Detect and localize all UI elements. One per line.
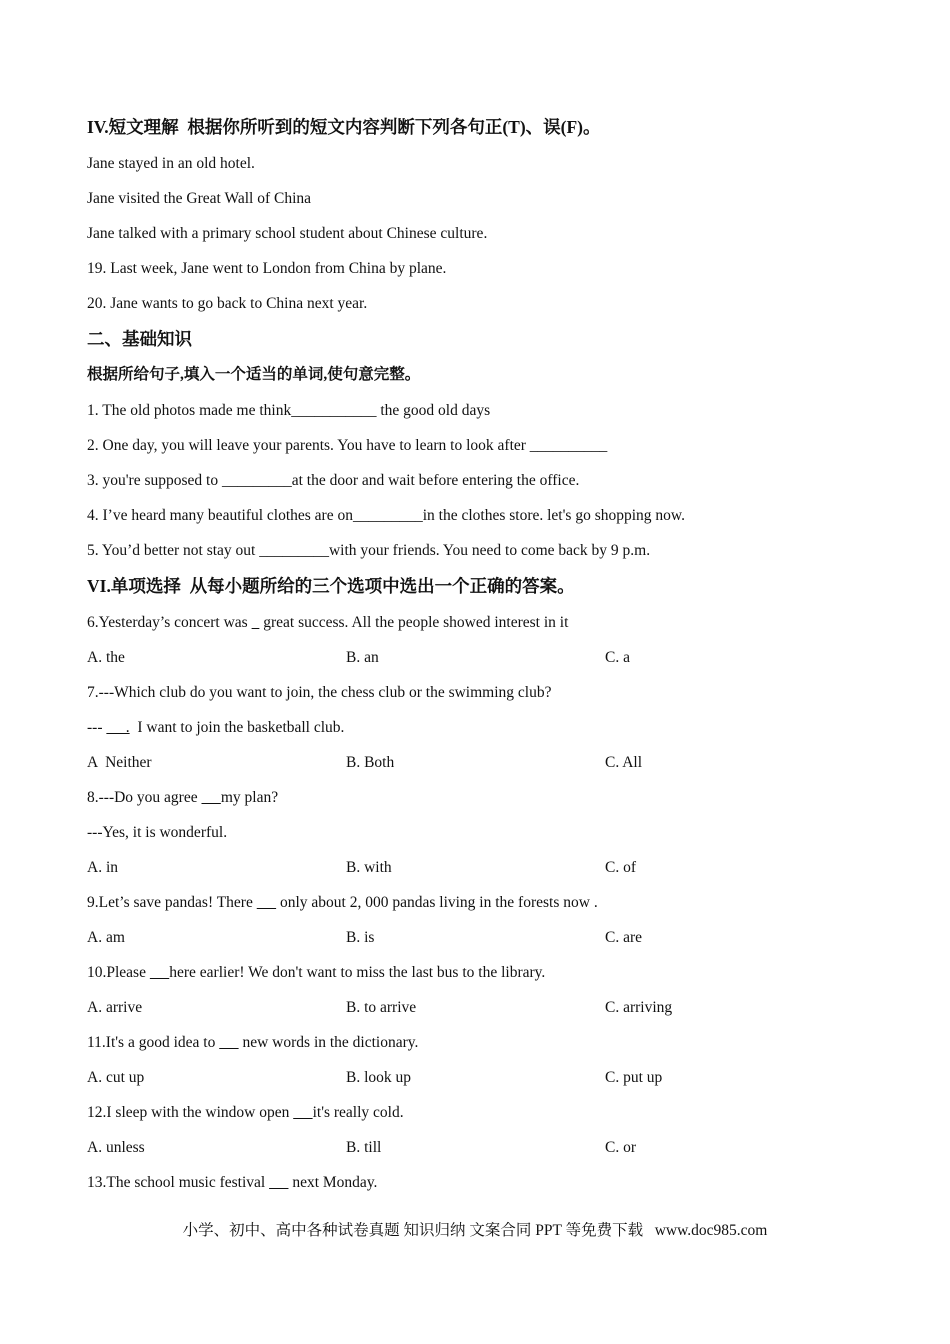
option-b: B. is	[346, 929, 375, 946]
fill-in-item: 2. One day, you will leave your parents. You have to learn to look after __________	[87, 437, 608, 454]
answer-blank	[293, 1104, 312, 1121]
question-12: 12.I sleep with the window open it's really cold.	[87, 1104, 404, 1121]
option-a: A. am	[87, 929, 125, 946]
statement-line: Jane stayed in an old hotel.	[87, 155, 255, 172]
option-c: C. arriving	[605, 999, 673, 1016]
question-6: 6.Yesterday’s concert was great success. All the people showed interest in it	[87, 614, 569, 631]
question-7: 7.---Which club do you want to join, the chess club or the swimming club?	[87, 684, 552, 701]
statement-line: Jane talked with a primary school student about Chinese culture.	[87, 225, 488, 242]
section-6-heading: VI.单项选择 从每小题所给的三个选项中选出一个正确的答案。	[87, 576, 575, 596]
option-a: A Neither	[87, 754, 152, 771]
question-8: 8.---Do you agree my plan?	[87, 789, 279, 806]
option-b: B. Both	[346, 754, 395, 771]
option-b: B. an	[346, 649, 379, 666]
statement-line: 19. Last week, Jane went to London from China by plane.	[87, 260, 447, 277]
question-10: 10.Please here earlier! We don't want to miss the last bus to the library.	[87, 964, 546, 981]
fill-in-item: 3. you're supposed to _________at the door and wait before entering the office.	[87, 472, 580, 489]
statement-line: Jane visited the Great Wall of China	[87, 190, 312, 207]
fill-in-item: 1. The old photos made me think___________ the good old days	[87, 402, 491, 419]
option-c: C. or	[605, 1139, 636, 1156]
option-c: C. put up	[605, 1069, 663, 1086]
answer-blank	[150, 964, 169, 981]
question-13: 13.The school music festival next Monday.	[87, 1174, 378, 1191]
question-7-reply: --- . I want to join the basketball club.	[87, 719, 345, 736]
option-c: C. All	[605, 754, 643, 771]
option-a: A. the	[87, 649, 125, 666]
statement-line: 20. Jane wants to go back to China next year.	[87, 295, 368, 312]
option-a: A. in	[87, 859, 118, 876]
section-2-instruction: 根据所给句子,填入一个适当的单词,使句意完整。	[87, 366, 421, 383]
option-a: A. unless	[87, 1139, 145, 1156]
option-b: B. till	[346, 1139, 382, 1156]
section-4-heading: IV.短文理解 根据你所听到的短文内容判断下列各句正(T)、误(F)。	[87, 117, 601, 137]
answer-blank	[269, 1174, 288, 1191]
page-footer: 小学、初中、高中各种试卷真题 知识归纳 文案合同 PPT 等免费下载 www.doc985.com	[182, 1222, 768, 1239]
option-b: B. look up	[346, 1069, 412, 1086]
question-8-reply: ---Yes, it is wonderful.	[87, 824, 228, 841]
option-a: A. arrive	[87, 999, 143, 1016]
fill-in-item: 5. You’d better not stay out _________with your friends. You need to come back by 9 p.m.	[87, 542, 651, 559]
fill-in-item: 4. I’ve heard many beautiful clothes are on_________in the clothes store. let's go shopping now.	[87, 507, 685, 524]
answer-blank	[201, 789, 220, 806]
option-b: B. to arrive	[346, 999, 417, 1016]
section-2-heading: 二、基础知识	[87, 329, 192, 349]
answer-blank: .	[106, 719, 130, 736]
option-b: B. with	[346, 859, 392, 876]
option-c: C. are	[605, 929, 643, 946]
option-c: C. a	[605, 649, 630, 666]
question-9: 9.Let’s save pandas! There only about 2, 000 pandas living in the forests now .	[87, 894, 598, 911]
answer-blank	[219, 1034, 238, 1051]
answer-blank	[257, 894, 276, 911]
question-11: 11.It's a good idea to new words in the dictionary.	[87, 1034, 419, 1051]
option-c: C. of	[605, 859, 636, 876]
option-a: A. cut up	[87, 1069, 145, 1086]
